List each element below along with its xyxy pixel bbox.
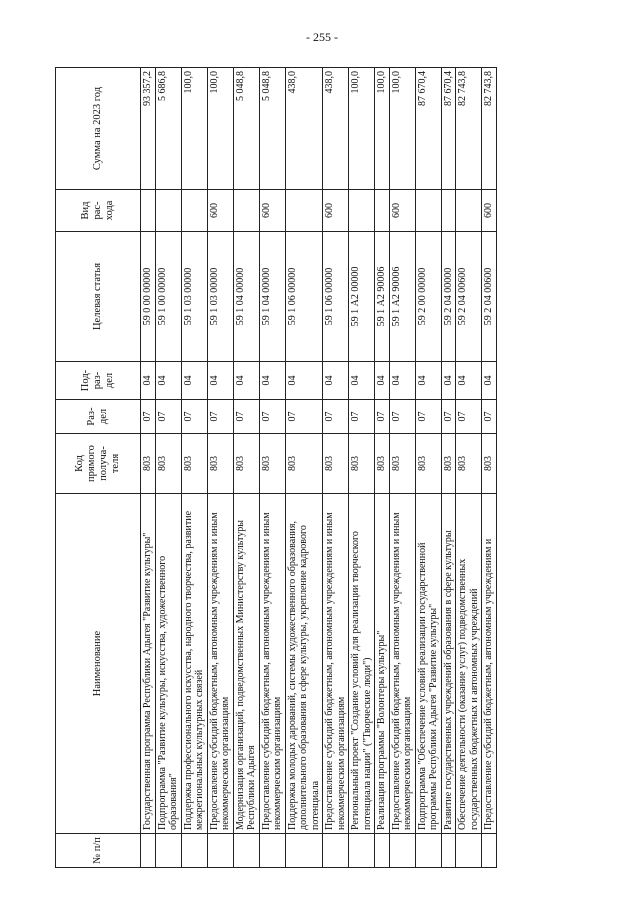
cell-subsection: 04 [456,362,482,400]
table-row [233,68,259,868]
table-row [441,68,456,868]
cell-section: 07 [141,400,156,434]
cell-num [482,834,497,868]
cell-subsection: 04 [181,362,207,400]
cell-code: 803 [233,434,259,494]
cell-num [456,834,482,868]
header-name: Наименование [56,494,141,834]
cell-num [285,834,323,868]
budget-table [55,67,497,868]
cell-code: 803 [389,434,415,494]
cell-sum: 87 670,4 [415,68,441,190]
cell-section: 07 [349,400,375,434]
cell-subsection: 04 [141,362,156,400]
cell-subsection: 04 [207,362,233,400]
cell-sum: 100,0 [181,68,207,190]
cell-target: 59 1 А2 00000 [349,232,375,362]
cell-code: 803 [155,434,181,494]
cell-target: 59 0 00 00000 [141,232,156,362]
cell-sum: 87 670,4 [441,68,456,190]
cell-code: 803 [441,434,456,494]
cell-subsection: 04 [233,362,259,400]
cell-expense-type [415,190,441,232]
cell-expense-type: 600 [259,190,285,232]
table-row [141,68,156,868]
cell-name: Поддержка профессионального искусства, народного творчества, развитие межрегиональных культурных связей [181,494,207,834]
cell-subsection: 04 [285,362,323,400]
header-num: № п/п [56,834,141,868]
header-sum: Сумма на 2023 год [56,68,141,190]
cell-name: Развитие государственных учреждений образования в сфере культуры [441,494,456,834]
cell-num [415,834,441,868]
table-row [207,68,233,868]
cell-section: 07 [155,400,181,434]
cell-num [441,834,456,868]
cell-section: 07 [456,400,482,434]
cell-section: 07 [285,400,323,434]
cell-section: 07 [181,400,207,434]
cell-target: 59 1 А2 90006 [375,232,390,362]
cell-section: 07 [375,400,390,434]
table-header [56,68,141,868]
cell-expense-type [285,190,323,232]
cell-name: Предоставление субсидий бюджетным, автономным учреждениям и [482,494,497,834]
cell-name: Обеспечение деятельности (оказание услуг) подведомственных государственных бюджетных и автономных учреждений [456,494,482,834]
cell-num [349,834,375,868]
cell-name: Реализация программы "Волонтеры культуры" [375,494,390,834]
table-row [349,68,375,868]
cell-name: Предоставление субсидий бюджетным, автономным учреждениям и иным некоммерческим организациям [207,494,233,834]
cell-sum: 5 048,8 [259,68,285,190]
cell-sum: 438,0 [323,68,349,190]
cell-name: Предоставление субсидий бюджетным, автономным учреждениям и иным некоммерческим организациям [323,494,349,834]
table-row [259,68,285,868]
cell-target: 59 2 04 00000 [441,232,456,362]
header-expense-type: Вид рас-хода [56,190,141,232]
cell-target: 59 1 А2 90006 [389,232,415,362]
rotated-budget-table-wrapper [55,68,585,868]
cell-name: Модернизация организаций, подведомственных Министерству культуры Республики Адыгея [233,494,259,834]
table-row [389,68,415,868]
table-row [285,68,323,868]
cell-section: 07 [389,400,415,434]
cell-section: 07 [441,400,456,434]
cell-expense-type [456,190,482,232]
cell-code: 803 [375,434,390,494]
cell-section: 07 [259,400,285,434]
cell-expense-type: 600 [323,190,349,232]
cell-name: Государственная программа Республики Адыгея "Развитие культуры" [141,494,156,834]
cell-expense-type [441,190,456,232]
cell-sum: 100,0 [375,68,390,190]
cell-section: 07 [482,400,497,434]
cell-subsection: 04 [259,362,285,400]
cell-num [181,834,207,868]
cell-sum: 82 743,8 [482,68,497,190]
cell-target: 59 1 06 00000 [323,232,349,362]
cell-num [389,834,415,868]
cell-code: 803 [415,434,441,494]
cell-name: Предоставление субсидий бюджетным, автономным учреждениям и иным некоммерческим организациям [259,494,285,834]
cell-subsection: 04 [389,362,415,400]
cell-num [141,834,156,868]
table-row [181,68,207,868]
header-section: Раз-дел [56,400,141,434]
cell-expense-type [349,190,375,232]
cell-expense-type: 600 [482,190,497,232]
cell-code: 803 [207,434,233,494]
cell-name: Подпрограмма "Развитие культуры, искусства, художественного образования" [155,494,181,834]
table-row [456,68,482,868]
cell-expense-type [233,190,259,232]
cell-sum: 438,0 [285,68,323,190]
cell-section: 07 [323,400,349,434]
cell-expense-type [155,190,181,232]
cell-name: Региональный проект "Создание условий для реализации творческого потенциала нации" ("Творческие люди") [349,494,375,834]
cell-target: 59 1 06 00000 [285,232,323,362]
cell-sum: 100,0 [349,68,375,190]
cell-target: 59 1 00 00000 [155,232,181,362]
cell-sum: 100,0 [389,68,415,190]
cell-subsection: 04 [323,362,349,400]
cell-target: 59 1 03 00000 [181,232,207,362]
header-code: Код прямого получа-теля [56,434,141,494]
cell-num [155,834,181,868]
cell-sum: 5 048,8 [233,68,259,190]
cell-subsection: 04 [349,362,375,400]
cell-section: 07 [233,400,259,434]
page-number: - 255 - [306,30,338,44]
cell-num [233,834,259,868]
cell-expense-type: 600 [389,190,415,232]
cell-sum: 93 357,2 [141,68,156,190]
table-row [415,68,441,868]
cell-num [323,834,349,868]
cell-code: 803 [323,434,349,494]
cell-expense-type [141,190,156,232]
cell-num [207,834,233,868]
cell-name: Предоставление субсидий бюджетным, автономным учреждениям и иным некоммерческим организациям [389,494,415,834]
cell-num [259,834,285,868]
cell-code: 803 [456,434,482,494]
cell-code: 803 [482,434,497,494]
cell-subsection: 04 [155,362,181,400]
cell-sum: 100,0 [207,68,233,190]
cell-code: 803 [349,434,375,494]
cell-subsection: 04 [441,362,456,400]
cell-target: 59 2 00 00000 [415,232,441,362]
cell-subsection: 04 [375,362,390,400]
table-row [375,68,390,868]
cell-sum: 5 686,8 [155,68,181,190]
cell-target: 59 2 04 00600 [456,232,482,362]
cell-subsection: 04 [482,362,497,400]
cell-name: Поддержка молодых дарований, системы художественного образования, дополнительного образования в сфере культуры, укрепление кадрового потенциала [285,494,323,834]
cell-code: 803 [259,434,285,494]
header-target: Целевая статья [56,232,141,362]
cell-target: 59 1 03 00000 [207,232,233,362]
cell-section: 07 [415,400,441,434]
table-row [323,68,349,868]
cell-target: 59 1 04 00000 [233,232,259,362]
table-row [155,68,181,868]
cell-subsection: 04 [415,362,441,400]
cell-expense-type [375,190,390,232]
table-body [141,68,497,868]
cell-target: 59 2 04 00600 [482,232,497,362]
header-subsection: Под-раз-дел [56,362,141,400]
table-row [482,68,497,868]
cell-section: 07 [207,400,233,434]
cell-sum: 82 743,8 [456,68,482,190]
cell-code: 803 [141,434,156,494]
cell-code: 803 [181,434,207,494]
cell-expense-type [181,190,207,232]
cell-code: 803 [285,434,323,494]
cell-name: Подпрограмма "Обеспечение условий реализации государственной программы Республики Адыгея "Развитие культуры" [415,494,441,834]
cell-target: 59 1 04 00000 [259,232,285,362]
cell-expense-type: 600 [207,190,233,232]
cell-num [375,834,390,868]
